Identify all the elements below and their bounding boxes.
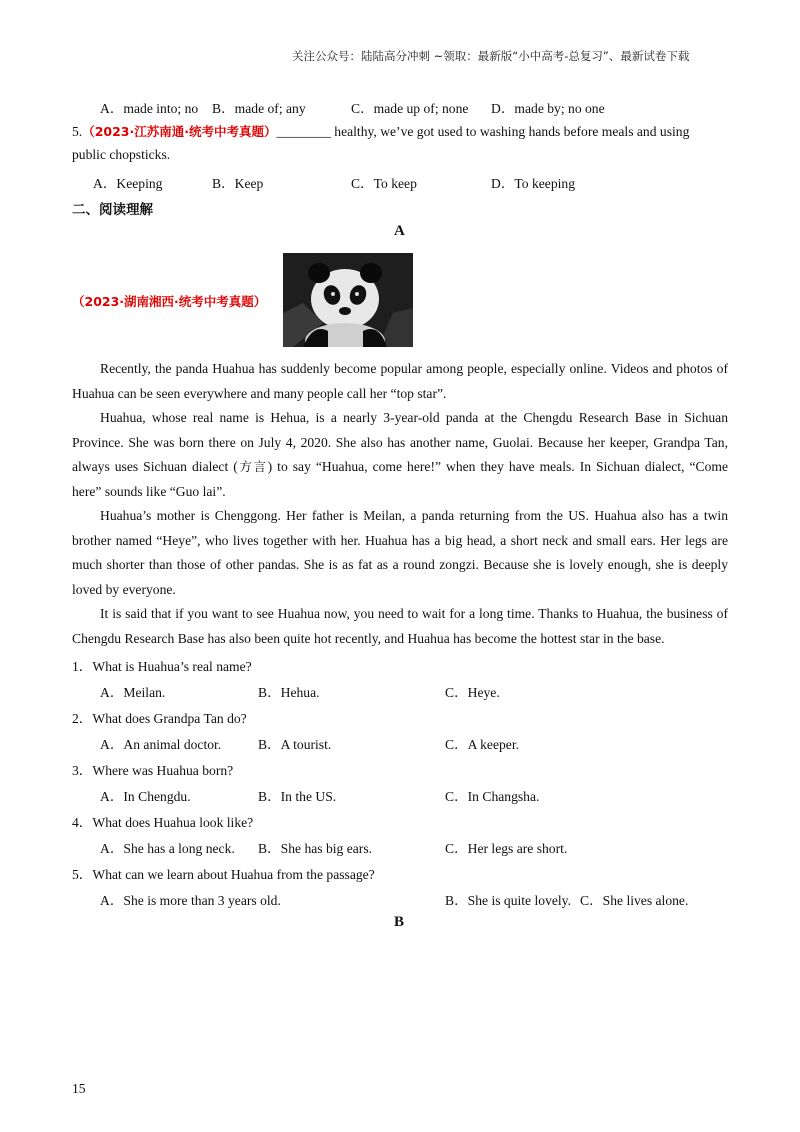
passage-a-paragraph-4: It is said that if you want to see Huahua now, you need to wait for a long time. Thanks to Huahua, the business of Chengdu Research Base has also been quite hot recently, and Huahua has become the hottest star in the base. — [72, 606, 728, 646]
question-4-option-a: A．She has a long neck. — [100, 841, 235, 856]
question-4-option-b: B．She has big ears. — [258, 841, 373, 856]
paragraph-2-chinese-gloss: 方言 — [237, 459, 268, 474]
question-2-option-a: A．An animal doctor. — [100, 737, 222, 752]
passage-a-source: （2023·湖南湘西·统考中考真题） — [72, 294, 267, 309]
question-5-source: （2023·江苏南通·统考中考真题） — [82, 124, 277, 139]
panda-image — [283, 253, 413, 347]
q5-option-c: C．To keep — [351, 176, 417, 191]
question-5-number: 5. — [72, 124, 83, 139]
question-3-option-a: A．In Chengdu. — [100, 789, 191, 804]
question-5 — [72, 122, 689, 140]
question-5-reading: 5．What can we learn about Huahua from the passage? — [72, 867, 375, 882]
question-5-blank: ________ — [276, 124, 331, 139]
q5-option-b: B．Keep — [212, 176, 264, 191]
page-number: 15 — [72, 1081, 86, 1096]
passage-a-label: A — [394, 223, 405, 239]
question-1-option-b: B．Hehua. — [258, 685, 320, 700]
question-5-reading-option-a: A．She is more than 3 years old. — [100, 893, 281, 908]
question-5-text: healthy, we’ve got used to washing hands before meals and using — [330, 124, 690, 139]
prev-option-a: A．made into; no — [100, 101, 199, 116]
question-5-reading-option-c: C．She lives alone. — [580, 893, 689, 908]
question-4: 4．What does Huahua look like? — [72, 815, 254, 830]
question-2-option-b: B．A tourist. — [258, 737, 332, 752]
section-title: 二、阅读理解 — [72, 202, 153, 218]
passage-a-paragraph-2 — [72, 406, 728, 504]
passage-a-paragraph-3: Huahua’s mother is Chenggong. Her father is Meilan, a panda returning from the US. Huahua also has a twin brother named “Heye”, who lives together with her. Huahua has a big head, a short neck and small ears. Her legs are much shorter than those of other pandas. She is as fat as a round zongzi. Because she is lovely enough, she is deeply loved by everyone. — [72, 508, 728, 597]
q5-option-d: D．To keeping — [491, 176, 575, 191]
question-2: 2．What does Grandpa Tan do? — [72, 711, 247, 726]
prev-option-b: B．made of; any — [212, 101, 306, 116]
passage-a-paragraph-1: Recently, the panda Huahua has suddenly become popular among people, especially online. Videos and photos of Huahua can be seen everywhere and many people call her “top star”. — [72, 361, 728, 401]
paragraph-2-text-end: ) to say “Huahua, come here!” when they have meals. In Sichuan dialect, “Come here” sounds like “Guo lai”. — [72, 459, 728, 499]
question-3-option-c: C．In Changsha. — [445, 789, 540, 804]
panda-photo — [283, 253, 413, 347]
question-3: 3．Where was Huahua born? — [72, 763, 234, 778]
prev-option-c: C．made up of; none — [351, 101, 469, 116]
q5-option-a: A．Keeping — [93, 176, 163, 191]
prev-option-d: D．made by; no one — [491, 101, 605, 116]
page-header: 关注公众号：陆陆高分冲刺 ~领取：最新版“小中高考-总复习”、最新试卷下载 — [292, 49, 690, 63]
question-5-text-line2: public chopsticks. — [72, 147, 171, 162]
paragraph-2-text-start: Huahua, whose real name is Hehua, is a nearly 3-year-old panda at the Chengdu Research Base in Sichuan Province. She was born there on July 4, 2020. She also has another name, Guolai. Because her keeper, Grandpa Tan, always uses Sichuan dialect ( — [72, 410, 728, 474]
question-1-option-c: C．Heye. — [445, 685, 500, 700]
question-1-option-a: A．Meilan. — [100, 685, 166, 700]
question-2-option-c: C．A keeper. — [445, 737, 519, 752]
passage-b-label: B — [394, 914, 405, 930]
question-1: 1．What is Huahua’s real name? — [72, 659, 252, 674]
question-4-option-c: C．Her legs are short. — [445, 841, 568, 856]
question-3-option-b: B．In the US. — [258, 789, 337, 804]
question-5-reading-option-b: B．She is quite lovely. — [445, 893, 571, 908]
